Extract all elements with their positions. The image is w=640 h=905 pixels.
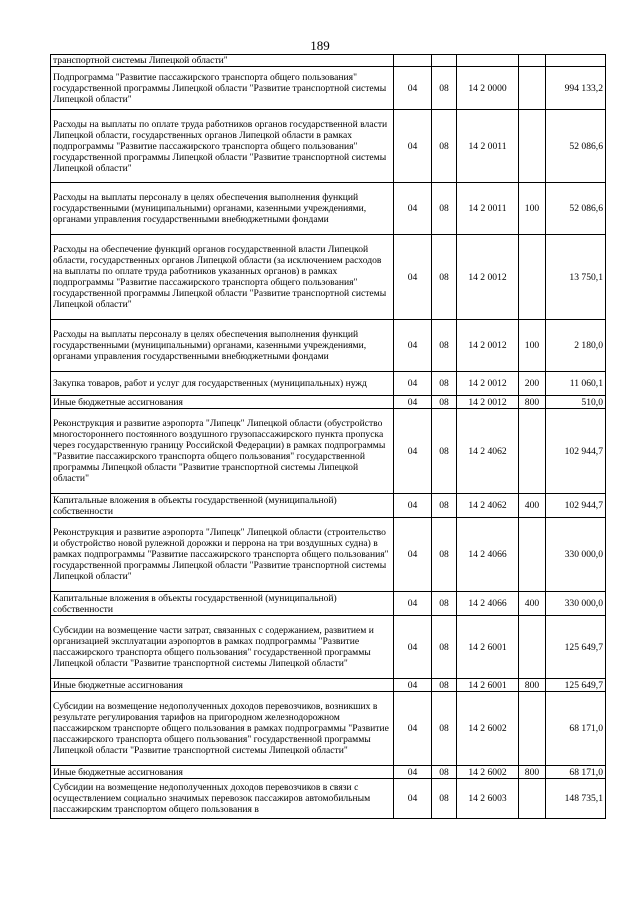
- row-target-article: 14 2 0000: [457, 67, 519, 110]
- row-target-article: 14 2 6002: [457, 766, 519, 779]
- table-row: [51, 183, 606, 235]
- row-section: 04: [394, 494, 432, 518]
- row-expense-type: [519, 55, 546, 67]
- row-sum: 11 060,1: [546, 372, 606, 396]
- row-section: 04: [394, 616, 432, 679]
- row-target-article: 14 2 4066: [457, 592, 519, 616]
- row-name: Иные бюджетные ассигнования: [51, 679, 394, 692]
- row-expense-type: 800: [519, 766, 546, 779]
- row-target-article: 14 2 6001: [457, 679, 519, 692]
- row-sum: 330 000,0: [546, 592, 606, 616]
- row-section: 04: [394, 372, 432, 396]
- row-expense-type: 100: [519, 183, 546, 235]
- row-name: Расходы на обеспечение функций органов государственной власти Липецкой области, государственных органов Липецкой области (за исключением расходов на выплаты по оплате труда работников указанных органов) в рамках подпрограммы "Развитие пассажирского транспорта общего пользования" государственной программы Липецкой области "Развитие транспортной системы Липецкой области": [51, 235, 394, 320]
- row-subsection: 08: [432, 494, 457, 518]
- row-name: Закупка товаров, работ и услуг для государственных (муниципальных) нужд: [51, 372, 394, 396]
- row-target-article: 14 2 4062: [457, 409, 519, 494]
- table-row: [51, 779, 606, 819]
- row-section: 04: [394, 766, 432, 779]
- row-subsection: 08: [432, 616, 457, 679]
- row-expense-type: 100: [519, 320, 546, 372]
- row-sum: 68 171,0: [546, 692, 606, 766]
- table-row: [51, 235, 606, 320]
- row-section: 04: [394, 235, 432, 320]
- row-sum: 52 086,6: [546, 110, 606, 183]
- row-subsection: 08: [432, 779, 457, 819]
- row-section: 04: [394, 409, 432, 494]
- row-subsection: 08: [432, 320, 457, 372]
- row-section: 04: [394, 320, 432, 372]
- budget-table: [50, 54, 606, 819]
- row-subsection: 08: [432, 679, 457, 692]
- row-expense-type: [519, 235, 546, 320]
- table-row: [51, 679, 606, 692]
- row-target-article: 14 2 0012: [457, 396, 519, 409]
- table-row: [51, 616, 606, 679]
- row-expense-type: [519, 67, 546, 110]
- row-expense-type: [519, 779, 546, 819]
- table-row: [51, 409, 606, 494]
- row-subsection: 08: [432, 67, 457, 110]
- table-row: [51, 692, 606, 766]
- row-target-article: 14 2 6002: [457, 692, 519, 766]
- row-subsection: 08: [432, 396, 457, 409]
- row-sum: 102 944,7: [546, 494, 606, 518]
- table-row: [51, 518, 606, 592]
- row-subsection: 08: [432, 409, 457, 494]
- row-subsection: 08: [432, 692, 457, 766]
- row-section: 04: [394, 67, 432, 110]
- table-row: [51, 55, 606, 67]
- row-target-article: [457, 55, 519, 67]
- row-sum: 68 171,0: [546, 766, 606, 779]
- row-sum: 13 750,1: [546, 235, 606, 320]
- row-subsection: 08: [432, 518, 457, 592]
- table-row: [51, 67, 606, 110]
- row-name: Субсидии на возмещение недополученных доходов перевозчиков в связи с осуществлением социально значимых перевозок пассажиров автомобильным пассажирским транспортом общего пользования в: [51, 779, 394, 819]
- row-sum: [546, 55, 606, 67]
- row-name: Расходы на выплаты по оплате труда работников органов государственной власти Липецкой области, государственных органов Липецкой области в рамках подпрограммы "Развитие пассажирского транспорта общего пользования" государственной программы Липецкой области "Развитие транспортной системы Липецкой области": [51, 110, 394, 183]
- row-section: 04: [394, 779, 432, 819]
- row-sum: 148 735,1: [546, 779, 606, 819]
- row-name: Расходы на выплаты персоналу в целях обеспечения выполнения функций государственными (муниципальными) органами, казенными учреждениями, органами управления государственными внебюджетными фондами: [51, 183, 394, 235]
- row-sum: 125 649,7: [546, 616, 606, 679]
- row-name: Подпрограмма "Развитие пассажирского транспорта общего пользования" государственной программы Липецкой области "Развитие транспортной системы Липецкой области": [51, 67, 394, 110]
- row-target-article: 14 2 4062: [457, 494, 519, 518]
- row-target-article: 14 2 0012: [457, 372, 519, 396]
- table-row: [51, 592, 606, 616]
- row-target-article: 14 2 6003: [457, 779, 519, 819]
- row-name: транспортной системы Липецкой области": [51, 55, 394, 67]
- row-sum: 125 649,7: [546, 679, 606, 692]
- row-sum: 2 180,0: [546, 320, 606, 372]
- row-name: Капитальные вложения в объекты государственной (муниципальной) собственности: [51, 592, 394, 616]
- row-subsection: 08: [432, 183, 457, 235]
- row-expense-type: [519, 110, 546, 183]
- table-row: [51, 320, 606, 372]
- row-expense-type: 800: [519, 396, 546, 409]
- row-section: 04: [394, 518, 432, 592]
- row-name: Реконструкция и развитие аэропорта "Липецк" Липецкой области (обустройство многостороннего постоянного воздушного грузопассажирского пункта пропуска через государственную границу Российской Федерации) в рамках подпрограммы "Развитие пассажирского транспорта общего пользования" государственной программы Липецкой области "Развитие транспортной системы Липецкой области": [51, 409, 394, 494]
- row-sum: 510,0: [546, 396, 606, 409]
- row-section: 04: [394, 396, 432, 409]
- row-expense-type: 400: [519, 494, 546, 518]
- row-sum: 52 086,6: [546, 183, 606, 235]
- row-subsection: 08: [432, 110, 457, 183]
- table-row: [51, 110, 606, 183]
- row-section: 04: [394, 183, 432, 235]
- row-subsection: [432, 55, 457, 67]
- row-subsection: 08: [432, 235, 457, 320]
- row-target-article: 14 2 0012: [457, 320, 519, 372]
- row-section: 04: [394, 679, 432, 692]
- row-name: Субсидии на возмещение недополученных доходов перевозчиков, возникших в результате регулирования тарифов на пригородном железнодорожном пассажирском транспорте общего пользования в рамках подпрограммы "Развитие пассажирского транспорта общего пользования" государственной программы Липецкой области "Развитие транспортной системы Липецкой области": [51, 692, 394, 766]
- row-section: [394, 55, 432, 67]
- table-row: [51, 396, 606, 409]
- row-subsection: 08: [432, 766, 457, 779]
- row-target-article: 14 2 6001: [457, 616, 519, 679]
- table-row: [51, 494, 606, 518]
- row-target-article: 14 2 4066: [457, 518, 519, 592]
- row-name: Иные бюджетные ассигнования: [51, 396, 394, 409]
- row-expense-type: [519, 616, 546, 679]
- row-name: Субсидии на возмещение части затрат, связанных с содержанием, развитием и организацией эксплуатации аэропортов в рамках подпрограммы "Развитие пассажирского транспорта общего пользования" государственной программы Липецкой области "Развитие транспортной системы Липецкой области": [51, 616, 394, 679]
- page-number: 189: [310, 38, 330, 53]
- row-name: Реконструкция и развитие аэропорта "Липецк" Липецкой области (строительство и обустройство новой рулежной дорожки и перрона на три воздушных судна) в рамках подпрограммы "Развитие пассажирского транспорта общего пользования" государственной программы Липецкой области "Развитие транспортной системы Липецкой области": [51, 518, 394, 592]
- row-target-article: 14 2 0011: [457, 183, 519, 235]
- row-expense-type: 200: [519, 372, 546, 396]
- row-expense-type: [519, 409, 546, 494]
- row-expense-type: [519, 692, 546, 766]
- row-sum: 994 133,2: [546, 67, 606, 110]
- row-subsection: 08: [432, 372, 457, 396]
- row-section: 04: [394, 592, 432, 616]
- table-row: [51, 372, 606, 396]
- row-target-article: 14 2 0012: [457, 235, 519, 320]
- row-section: 04: [394, 110, 432, 183]
- row-name: Капитальные вложения в объекты государственной (муниципальной) собственности: [51, 494, 394, 518]
- row-sum: 102 944,7: [546, 409, 606, 494]
- row-expense-type: [519, 518, 546, 592]
- row-subsection: 08: [432, 592, 457, 616]
- row-sum: 330 000,0: [546, 518, 606, 592]
- row-section: 04: [394, 692, 432, 766]
- row-expense-type: 400: [519, 592, 546, 616]
- row-name: Расходы на выплаты персоналу в целях обеспечения выполнения функций государственными (муниципальными) органами, казенными учреждениями, органами управления государственными внебюджетными фондами: [51, 320, 394, 372]
- row-name: Иные бюджетные ассигнования: [51, 766, 394, 779]
- row-expense-type: 800: [519, 679, 546, 692]
- row-target-article: 14 2 0011: [457, 110, 519, 183]
- table-row: [51, 766, 606, 779]
